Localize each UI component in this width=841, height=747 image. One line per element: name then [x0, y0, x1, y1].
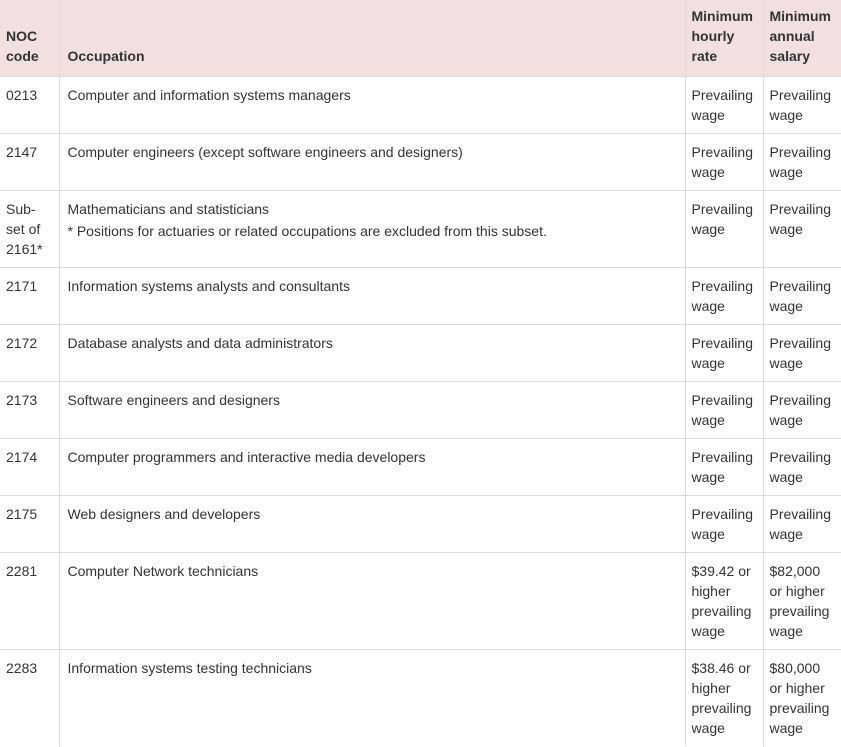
table-row: [0, 268, 841, 325]
occupation-cell-text: Database analysts and data administrators: [67, 335, 333, 351]
occupation-cell: [59, 77, 685, 134]
noc-code-cell-text: 2175: [6, 506, 38, 522]
noc-code-cell: [0, 134, 59, 191]
hourly-rate-cell: [685, 553, 763, 650]
occupation-cell: [59, 650, 685, 747]
annual-salary-cell-text: Prevailing wage: [769, 144, 831, 180]
annual-salary-cell-text: Prevailing wage: [769, 392, 831, 428]
occupation-note: * Positions for actuaries or related occupations are excluded from this subset.: [67, 223, 547, 239]
annual-salary-cell-text: $82,000 or higher prevailing wage: [769, 563, 830, 639]
header-noc-code: NOC code: [0, 0, 59, 77]
hourly-rate-cell-text: Prevailing wage: [691, 335, 753, 371]
noc-code-cell-text: 2174: [6, 449, 38, 465]
hourly-rate-cell-text: $38.46 or higher prevailing wage: [691, 660, 752, 736]
table-row: [0, 650, 841, 747]
occupation-cell: [59, 191, 685, 268]
occupation-cell-text: Software engineers and designers: [67, 392, 280, 408]
annual-salary-cell-text: Prevailing wage: [769, 449, 831, 485]
annual-salary-cell: [763, 496, 841, 553]
hourly-rate-cell-text: $39.42 or higher prevailing wage: [691, 563, 752, 639]
annual-salary-cell-text: Prevailing wage: [769, 278, 831, 314]
hourly-rate-cell: [685, 496, 763, 553]
occupation-cell: [59, 496, 685, 553]
occupation-cell-text: Information systems testing technicians: [67, 660, 312, 676]
occupation-cell-text: Mathematicians and statisticians: [67, 201, 270, 217]
hourly-rate-cell-text: Prevailing wage: [691, 506, 753, 542]
table-header-row: [0, 0, 841, 77]
hourly-rate-cell: [685, 134, 763, 191]
hourly-rate-cell: [685, 325, 763, 382]
occupation-cell-text: Computer Network technicians: [67, 563, 259, 579]
hourly-rate-cell: [685, 382, 763, 439]
table-row: [0, 496, 841, 553]
annual-salary-cell: [763, 325, 841, 382]
noc-code-cell-text: 2172: [6, 335, 38, 351]
noc-code-cell-text: 2173: [6, 392, 38, 408]
noc-code-cell-text: 2147: [6, 144, 38, 160]
hourly-rate-cell-text: Prevailing wage: [691, 392, 753, 428]
hourly-rate-cell: [685, 77, 763, 134]
table-row: [0, 382, 841, 439]
noc-code-cell-text: 2171: [6, 278, 38, 294]
occupation-cell: [59, 439, 685, 496]
noc-code-cell-text: Sub-set of 2161*: [6, 201, 43, 257]
occupation-cell-text: Computer and information systems managers: [67, 87, 351, 103]
noc-code-cell: [0, 496, 59, 553]
annual-salary-cell: [763, 77, 841, 134]
occupation-cell: [59, 553, 685, 650]
occupation-cell: [59, 382, 685, 439]
noc-code-cell: [0, 77, 59, 134]
noc-code-cell: [0, 439, 59, 496]
hourly-rate-cell: [685, 268, 763, 325]
table-body: [0, 77, 841, 747]
occupation-cell-text: Information systems analysts and consultants: [67, 278, 350, 294]
hourly-rate-cell: [685, 439, 763, 496]
noc-code-cell: [0, 382, 59, 439]
annual-salary-cell-text: Prevailing wage: [769, 87, 831, 123]
noc-code-cell: [0, 268, 59, 325]
hourly-rate-cell-text: Prevailing wage: [691, 278, 753, 314]
occupation-cell: [59, 268, 685, 325]
table-row: [0, 77, 841, 134]
occupation-cell-text: Computer programmers and interactive media developers: [67, 449, 426, 465]
annual-salary-cell: [763, 439, 841, 496]
annual-salary-cell: [763, 268, 841, 325]
hourly-rate-cell-text: Prevailing wage: [691, 201, 753, 237]
table-row: [0, 191, 841, 268]
annual-salary-cell: [763, 382, 841, 439]
noc-code-cell-text: 2281: [6, 563, 38, 579]
occupation-cell-text: Computer engineers (except software engineers and designers): [67, 144, 463, 160]
noc-code-cell: [0, 553, 59, 650]
annual-salary-cell: [763, 650, 841, 747]
annual-salary-cell-text: $80,000 or higher prevailing wage: [769, 660, 830, 736]
hourly-rate-cell: [685, 650, 763, 747]
annual-salary-cell-text: Prevailing wage: [769, 506, 831, 542]
noc-code-cell: [0, 650, 59, 747]
annual-salary-cell: [763, 191, 841, 268]
annual-salary-cell-text: Prevailing wage: [769, 335, 831, 371]
hourly-rate-cell-text: Prevailing wage: [691, 144, 753, 180]
noc-code-cell: [0, 325, 59, 382]
hourly-rate-cell: [685, 191, 763, 268]
header-hourly-rate: Minimum hourly rate: [685, 0, 763, 77]
annual-salary-cell: [763, 553, 841, 650]
hourly-rate-cell-text: Prevailing wage: [691, 87, 753, 123]
noc-code-cell-text: 2283: [6, 660, 38, 676]
table-row: [0, 553, 841, 650]
table-row: [0, 439, 841, 496]
noc-code-cell: [0, 191, 59, 268]
occupation-cell-text: Web designers and developers: [67, 506, 261, 522]
occupation-cell: [59, 325, 685, 382]
header-occupation: Occupation: [59, 0, 685, 77]
table-row: [0, 325, 841, 382]
occupation-cell: [59, 134, 685, 191]
annual-salary-cell-text: Prevailing wage: [769, 201, 831, 237]
annual-salary-cell: [763, 134, 841, 191]
table-row: [0, 134, 841, 191]
hourly-rate-cell-text: Prevailing wage: [691, 449, 753, 485]
header-annual-salary: Minimum annual salary: [763, 0, 841, 77]
noc-code-cell-text: 0213: [6, 87, 38, 103]
